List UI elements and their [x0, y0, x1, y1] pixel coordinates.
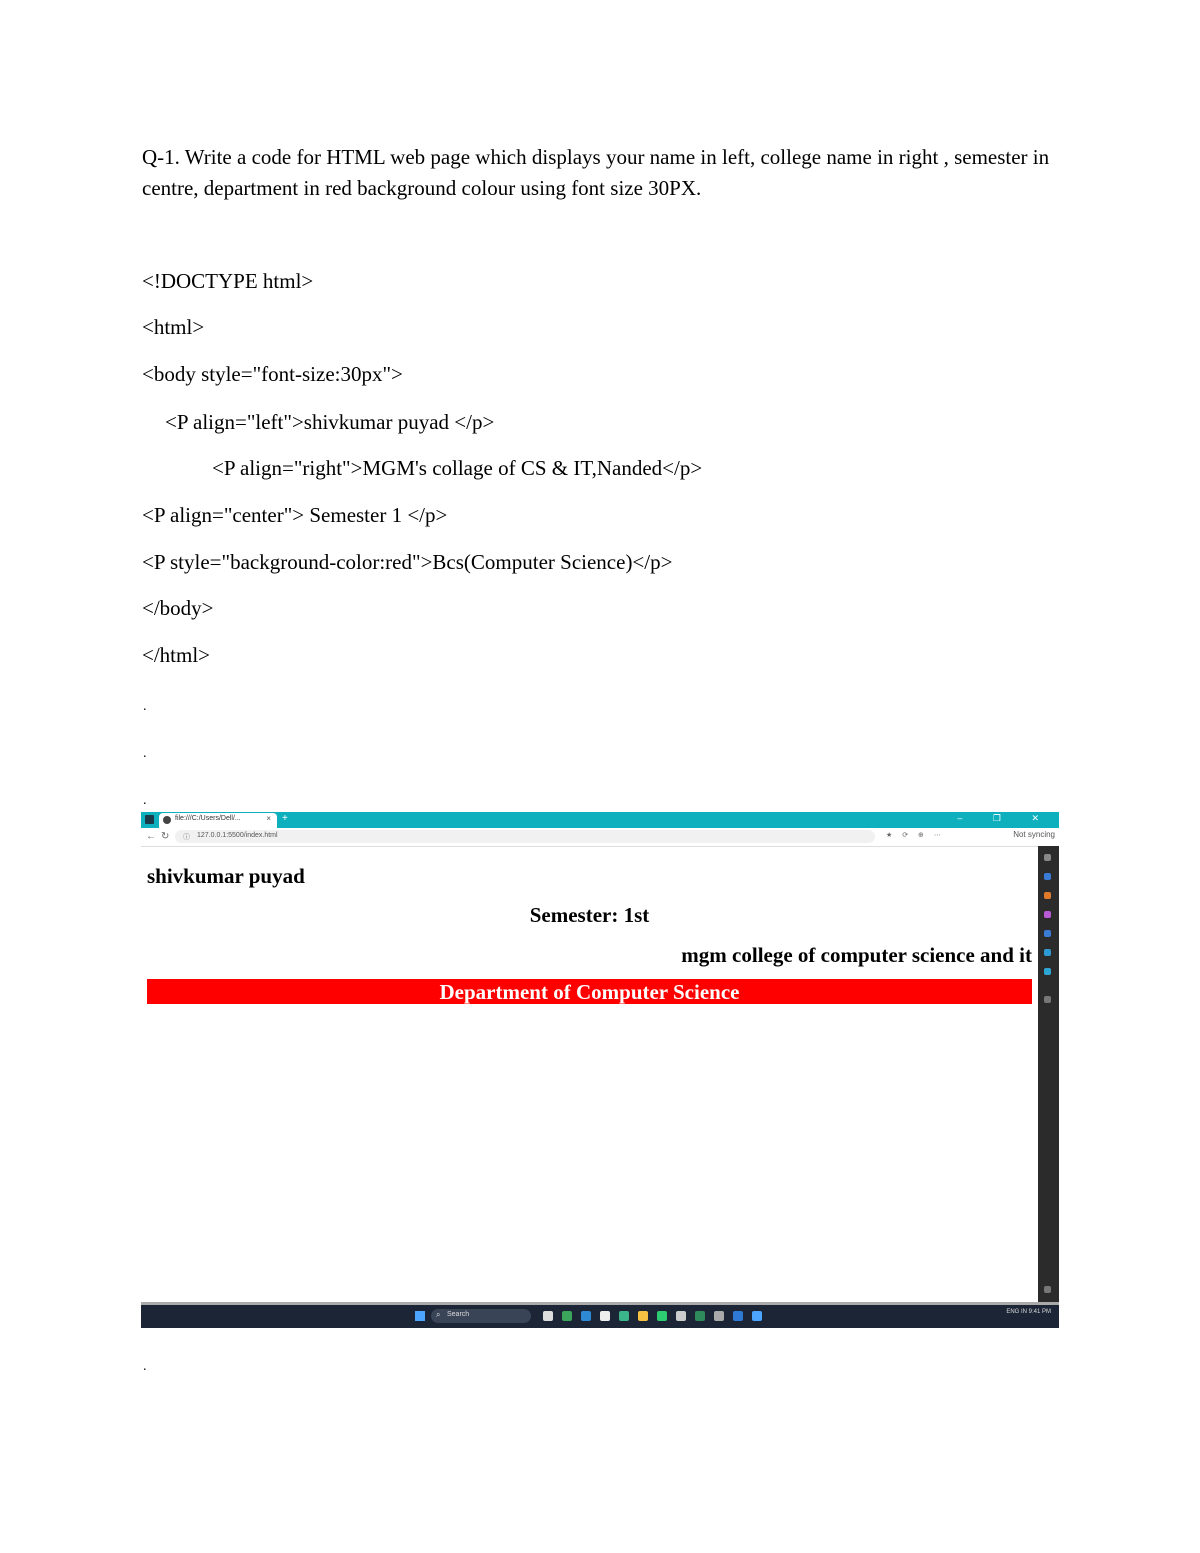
sync-label: Not syncing: [1013, 830, 1055, 839]
spotify-icon[interactable]: [657, 1311, 667, 1321]
globe-icon: [163, 816, 171, 824]
start-icon[interactable]: [415, 1311, 425, 1321]
department-paragraph: Department of Computer Science: [147, 979, 1032, 1004]
office-icon[interactable]: [1044, 949, 1051, 956]
code-line-p-left: <P align="left">shivkumar puyad </p>: [165, 410, 495, 434]
close-icon[interactable]: ×: [266, 814, 271, 823]
semester-paragraph: Semester: 1st: [529, 903, 650, 927]
toolbar-icons[interactable]: ★ ⟳ ⊕ ⋯: [886, 832, 945, 839]
store-icon[interactable]: [600, 1311, 610, 1321]
edge-sidebar: [1038, 846, 1059, 1302]
whatsapp-icon[interactable]: [619, 1311, 629, 1321]
window-controls[interactable]: – ❐ ✕: [957, 813, 1053, 823]
taskbar-search[interactable]: [431, 1309, 531, 1323]
code-line-p-right: <P align="right">MGM's collage of CS & IT,Nanded</p>: [212, 456, 703, 480]
separator-dot: .: [143, 699, 147, 714]
windows-taskbar: [141, 1305, 1059, 1328]
excel-icon[interactable]: [695, 1311, 705, 1321]
code-line-p-center: <P align="center"> Semester 1 </p>: [142, 503, 448, 527]
browser-tab[interactable]: [159, 813, 277, 828]
app-icon: [145, 815, 154, 824]
shopping-icon[interactable]: [1044, 892, 1051, 899]
browser-screenshot: [141, 812, 1059, 1328]
vscode-icon[interactable]: [733, 1311, 743, 1321]
sync-status: [1013, 830, 1055, 839]
app-icon[interactable]: [752, 1311, 762, 1321]
xbox-icon[interactable]: [562, 1311, 572, 1321]
search-icon[interactable]: [1044, 854, 1051, 861]
separator-dot: .: [143, 746, 147, 761]
code-line-doctype: <!DOCTYPE html>: [142, 269, 314, 293]
system-tray: ENG IN 9:41 PM: [1006, 1309, 1051, 1315]
browser-titlebar: [141, 812, 1059, 828]
name-paragraph: shivkumar puyad: [147, 864, 305, 888]
url-text: 127.0.0.1:5500/index.html: [197, 832, 278, 839]
notepad-icon[interactable]: [714, 1311, 724, 1321]
new-tab-button[interactable]: +: [282, 813, 288, 824]
college-paragraph: mgm college of computer science and it: [681, 943, 1032, 967]
task-view-icon[interactable]: [543, 1311, 553, 1321]
search-placeholder: Search: [447, 1311, 470, 1318]
search-icon: ⌕: [436, 1310, 441, 1319]
code-line-p-bg: <P style="background-color:red">Bcs(Computer Science)</p>: [142, 550, 673, 574]
question-text: Q-1. Write a code for HTML web page which displays your name in left, college name in right , semester in centre, department in red background colour using font size 30PX.: [142, 145, 1050, 200]
refresh-icon[interactable]: ↻: [161, 831, 170, 842]
settings-icon[interactable]: [1044, 1286, 1051, 1293]
file-explorer-icon[interactable]: [638, 1311, 648, 1321]
info-icon: ⓘ: [183, 834, 190, 841]
edge-icon[interactable]: [581, 1311, 591, 1321]
code-line-html-open: <html>: [142, 315, 205, 339]
games-icon[interactable]: [1044, 930, 1051, 937]
back-icon[interactable]: ←: [146, 831, 156, 842]
copilot-icon[interactable]: [1044, 873, 1051, 880]
separator-dot: .: [143, 793, 147, 808]
address-bar: [141, 828, 1059, 847]
web-viewport: [141, 847, 1038, 1302]
separator-dot: .: [143, 1359, 147, 1374]
tools-icon[interactable]: [1044, 911, 1051, 918]
outlook-icon[interactable]: [1044, 968, 1051, 975]
code-line-html-close: </html>: [142, 643, 211, 667]
chatgpt-icon[interactable]: [676, 1311, 686, 1321]
url-input[interactable]: [175, 830, 875, 843]
code-line-body-close: </body>: [142, 596, 214, 620]
add-icon[interactable]: [1044, 996, 1051, 1003]
code-line-body-open: <body style="font-size:30px">: [142, 362, 403, 386]
tab-title: file:///C:/Users/Dell/...: [175, 815, 241, 822]
